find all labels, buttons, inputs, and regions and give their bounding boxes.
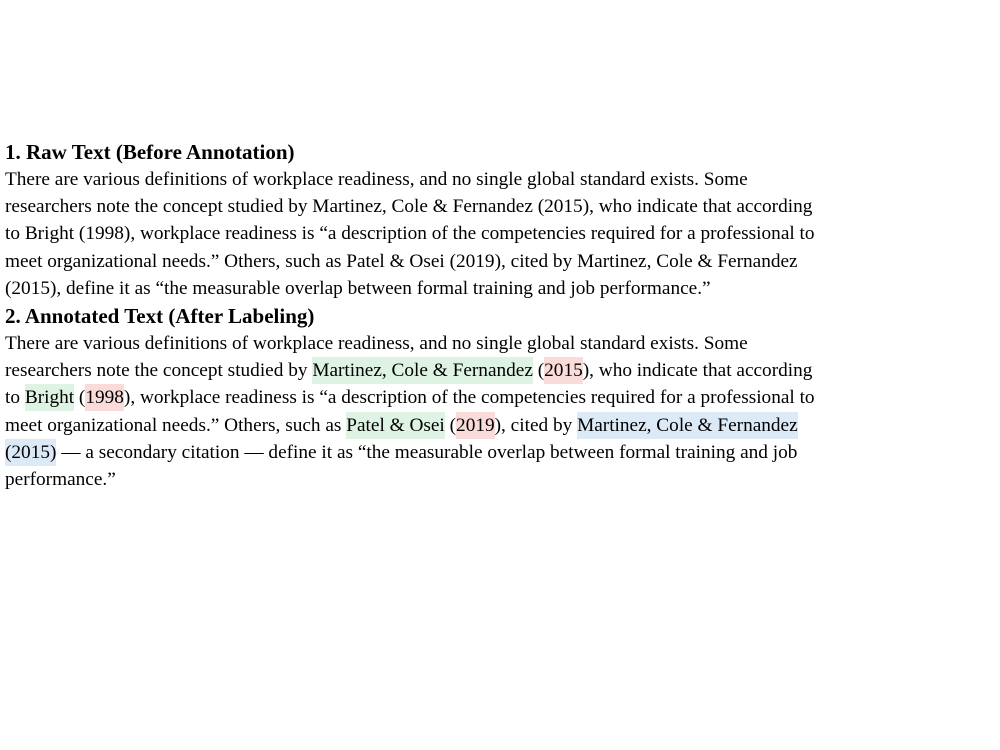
annotated-text-paragraph xyxy=(5,330,1000,493)
raw-text-line: (2015), define it as “the measurable overlap between formal training and job performance.” xyxy=(5,277,711,299)
annotated-text-line: performance.” xyxy=(5,469,116,491)
plain-text-span: ( xyxy=(74,387,86,409)
document-page xyxy=(5,138,1000,493)
author-annotation: Martinez, Cole & Fernandez xyxy=(312,357,533,384)
author-annotation: Bright xyxy=(25,384,74,411)
secondary-citation-annotation: (2015) xyxy=(5,439,56,466)
plain-text-span: meet organizational needs.” Others, such as xyxy=(5,414,347,436)
author-annotation: Patel & Osei xyxy=(346,412,445,439)
annotated-text-line: There are various definitions of workplace readiness, and no single global standard exists. Some xyxy=(5,333,748,355)
plain-text-span: ( xyxy=(532,360,545,382)
year-annotation: 2015 xyxy=(544,357,583,384)
plain-text-span: to xyxy=(5,387,25,409)
section-heading-annotated-text: 2. Annotated Text (After Labeling) xyxy=(5,304,315,329)
raw-text-line: to Bright (1998), workplace readiness is “a description of the competencies required for a professional to xyxy=(5,223,815,245)
plain-text-span: ), cited by xyxy=(494,414,578,436)
plain-text-span: ( xyxy=(444,414,457,436)
raw-text-paragraph xyxy=(5,166,1000,302)
secondary-citation-annotation: Martinez, Cole & Fernandez xyxy=(577,412,798,439)
raw-text-line: researchers note the concept studied by Martinez, Cole & Fernandez (2015), who indicate that according xyxy=(5,196,813,218)
year-annotation: 2019 xyxy=(456,412,495,439)
plain-text-span: — a secondary citation — define it as “the measurable overlap between formal training and job xyxy=(56,441,798,463)
plain-text-span: ), who indicate that according xyxy=(582,360,813,382)
raw-text-line: meet organizational needs.” Others, such as Patel & Osei (2019), cited by Martinez, Cole & Fernandez xyxy=(5,250,798,272)
year-annotation: 1998 xyxy=(85,384,124,411)
section-heading-raw-text: 1. Raw Text (Before Annotation) xyxy=(5,140,295,164)
plain-text-span: ), workplace readiness is “a description of the competencies required for a professional to xyxy=(123,387,815,409)
raw-text-line: There are various definitions of workplace readiness, and no single global standard exists. Some xyxy=(5,169,748,190)
plain-text-span: researchers note the concept studied by xyxy=(5,360,313,382)
